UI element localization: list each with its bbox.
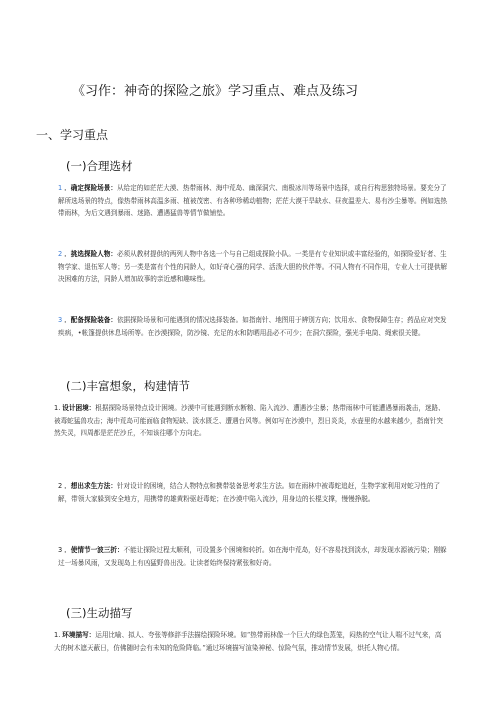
list-item-text: 从给定的如茫茫大漠、热带雨林、海中荒岛、幽深洞穴、南极冰川等场景中选择，或自行构思独特场景。要充分了解所选场景的特点，像热带雨林高温多雨、植被茂密、有各种珍稀动植物；茫茫大漠干旱缺水、昼夜温差大、易有沙尘暴等。例如选热带雨林，为后文遇到暴雨、迷路、遭遇猛兽等情节做铺垫。 (58, 184, 448, 218)
list-item-lead: ．配备探险装备： (64, 316, 117, 324)
list-item (54, 402, 448, 440)
list-item-text: 依据探险场景和可能遇到的情况选择装备。如指南针、地图用于辨别方向；饮用水、食物保障生存；药品应对突发疾病，•帐篷提供休息场所等。在沙漠探险，防沙镜、充足的水和防晒用品必不可少；在洞穴探险，强光手电筒、绳索很关键。 (58, 316, 447, 337)
list-item-text: 针对设计的困境，结合人物特点和携带装备思考求生方法。如在雨林中被毒蛇追赶，生物学家利用对蛇习性的了解，带领大家躲到安全地方，用携带的雄黄粉驱赶毒蛇；在沙漠中陷入流沙，用身边的长棍支撑，慢慢挣脱。 (58, 482, 441, 503)
subheading-plot-building: (二)丰富想象，构建情节 (66, 379, 190, 393)
list-item-text: 必须从教材提供的两列人物中各选一个与自己组成探险小队。一类是有专业知识或丰富经验的，如探险爱好者、生物学家、退伍军人等；另一类是富有个性的同龄人，如好奇心强的同学、活泼大胆的伙伴等。不同人物有不同作用，专业人士可提供解决困难的方法，同龄人增加故事的亲近感和趣味性。 (58, 250, 448, 284)
list-number: 2 (58, 250, 63, 258)
list-item (58, 182, 448, 220)
list-item (58, 314, 448, 339)
subheading-material-selection: (一)合理选材 (66, 159, 133, 173)
list-item-lead: ．挑选探险人物： (64, 250, 117, 258)
list-number: 3 (58, 316, 63, 324)
list-item-text: 根据探险场景特点设计困境。沙漠中可能遇到断水断粮、陷入流沙、遭遇沙尘暴；热带雨林中可能遭遇暴雨袭击，迷路、被毒蛇猛兽攻击；海中荒岛可能面临食物短缺、淡水匮乏、遭遇台风等。例如写在沙漠中，烈日炎炎，水壶里的水越来越少，指南针突然失灵，四周都是茫茫沙丘，不知该往哪个方向走。 (54, 404, 445, 438)
list-number: 2 (58, 482, 63, 490)
list-item (58, 480, 448, 505)
list-item-lead: ．想出求生方法： (64, 482, 117, 490)
list-item-lead: 设计困境： (62, 404, 96, 412)
list-number: 3 (58, 546, 63, 554)
list-number: 1 (58, 184, 63, 192)
list-item-lead: ．使情节一波三折： (64, 546, 124, 554)
list-item-lead: ．确定探险场景： (64, 184, 117, 192)
subheading-vivid-description: (三)生动描写 (66, 606, 133, 620)
list-item-text: 不能让探险过程太顺利，可设置多个困境和转折。如在海中荒岛，好不容易找到淡水，却发现水源被污染；刚躲过一场暴风雨，又发现岛上有凶猛野兽出没。让读者始终保持紧张和好奇。 (58, 546, 447, 567)
section-heading-study-focus: 一、学习重点 (36, 128, 109, 142)
list-number: 1. (54, 404, 61, 412)
list-item-lead: 环境描写： (62, 631, 96, 639)
list-item (58, 544, 448, 569)
list-item-text: 运用比喻、拟人、夸张等修辞手法描绘探险环境。如“热带雨林像一个巨大的绿色蒸笼，闷热的空气让人喘不过气来，高大的树木遮天蔽日，仿佛随时会有未知的危险降临。”通过环境描写渲染神秘、惊险气氛，推动情节发展，烘托人物心情。 (54, 631, 442, 652)
document-title: 《习作：神奇的探险之旅》学习重点、难点及练习 (72, 84, 359, 99)
list-number: 1. (54, 631, 61, 639)
list-item (54, 629, 448, 654)
list-item (58, 248, 448, 286)
